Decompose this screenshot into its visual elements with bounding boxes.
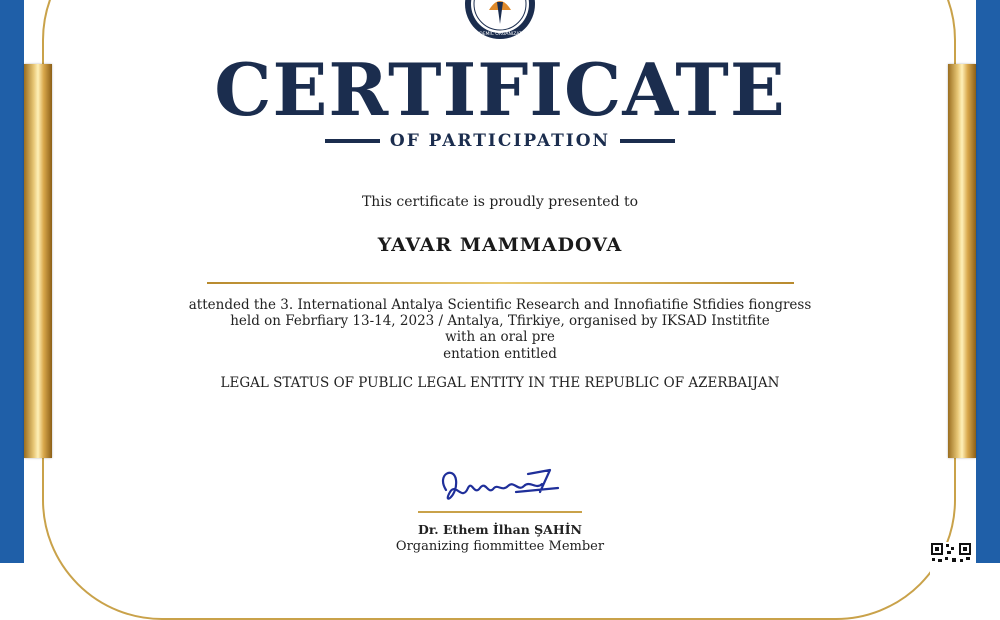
recipient-name: YAVAR MAMMADOVA xyxy=(377,234,623,256)
qr-code-icon xyxy=(930,542,972,584)
signatory-name: Dr. Ethem İlhan ŞAHİN xyxy=(418,522,582,537)
seal-icon xyxy=(463,0,537,42)
body-line: entation entitled xyxy=(443,346,557,362)
signature-icon xyxy=(432,462,562,510)
name-divider xyxy=(207,282,794,284)
signature-line xyxy=(418,511,582,513)
body-line: attended the 3. International Antalya Scientific Research and Innofiatifie Stfidies fiongress xyxy=(188,297,812,313)
subtitle-right-line xyxy=(620,139,675,143)
certificate-title: CERTIFICATE xyxy=(214,47,786,132)
presented-text: This certificate is proudly presented to xyxy=(361,194,639,210)
body-line: held on Febrfiary 13-14, 2023 / Antalya, Tfirkiye, organised by IKSAD Institfite xyxy=(230,313,770,329)
paper-title: LEGAL STATUS OF PUBLIC LEGAL ENTITY IN THE REPUBLIC OF AZERBAIJAN xyxy=(220,375,780,391)
certificate-subtitle: OF PARTICIPATION xyxy=(389,131,611,151)
signatory-role: Organizing fiommittee Member xyxy=(395,539,605,554)
subtitle-row xyxy=(0,128,1000,154)
subtitle-left-line xyxy=(325,139,380,143)
body-line: with an oral pre xyxy=(445,329,555,345)
seal-ring-text: ACADEMIC ORGANIZATION xyxy=(469,32,531,37)
